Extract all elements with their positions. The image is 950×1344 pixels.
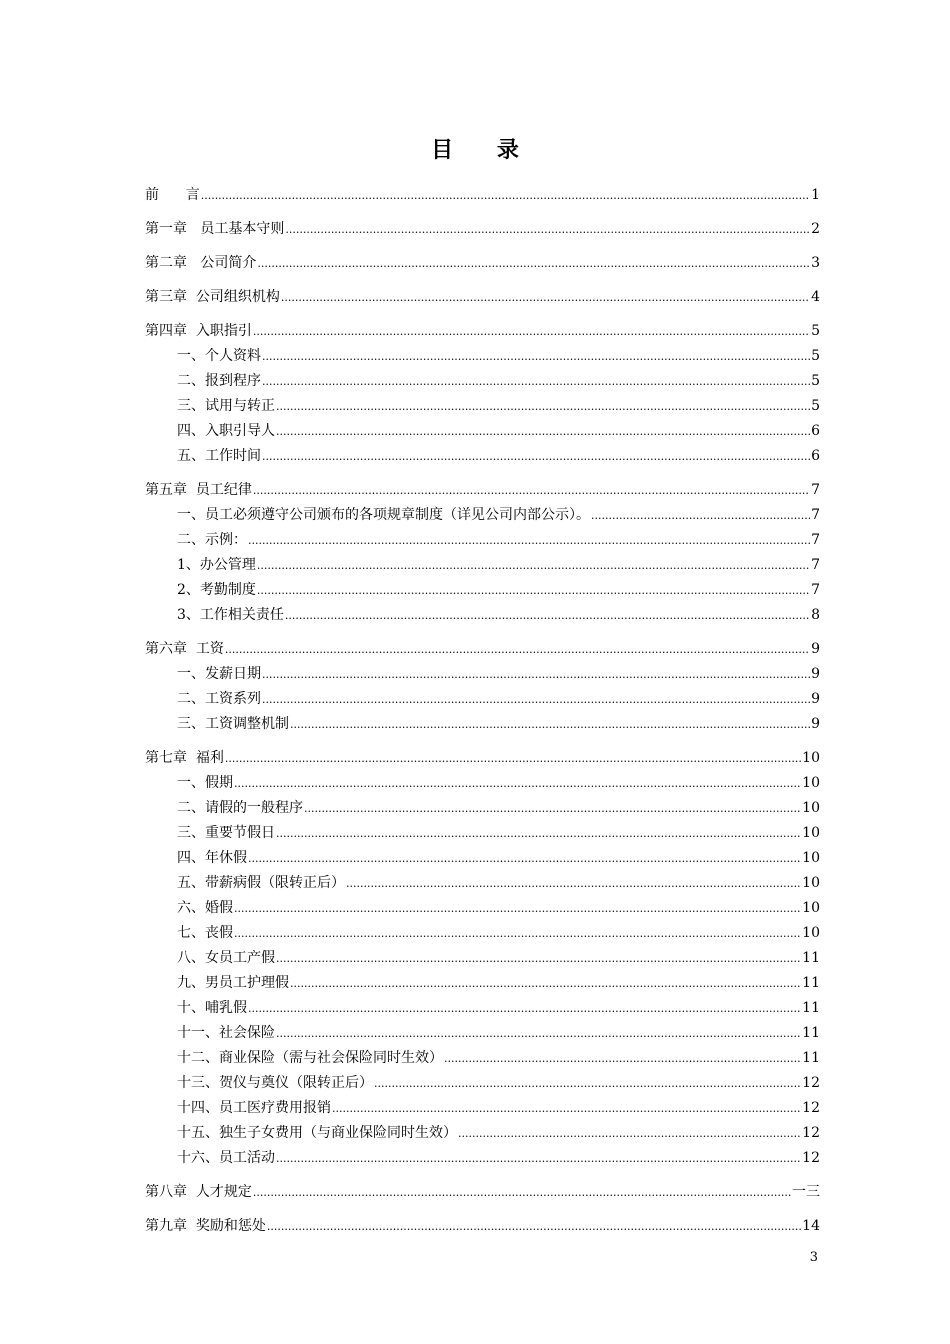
toc-entry-label: 十、哺乳假	[177, 1000, 247, 1016]
toc-entry-page: 11	[802, 1025, 820, 1041]
toc-entry-label: 四、年休假	[177, 850, 247, 866]
toc-section-entry[interactable]	[145, 796, 820, 821]
toc-entry-page: 7	[811, 557, 820, 573]
toc-chapter-entry[interactable]	[145, 637, 820, 662]
toc-section-entry[interactable]	[145, 921, 820, 946]
toc-entry-label: 第一章 员工基本守则	[145, 221, 285, 237]
toc-entry-label: 九、男员工护理假	[177, 975, 289, 991]
toc-entry-page: 3	[811, 255, 820, 271]
toc-entry-label: 3、工作相关责任	[177, 607, 284, 623]
toc-leader-dots	[276, 419, 810, 444]
toc-entry-page: 5	[811, 373, 820, 389]
toc-section-entry[interactable]	[145, 1146, 820, 1171]
toc-leader-dots	[346, 871, 801, 896]
toc-entry-page: 10	[802, 800, 820, 816]
toc-section-entry[interactable]	[145, 846, 820, 871]
toc-section-entry[interactable]	[145, 344, 820, 369]
toc-leader-dots	[248, 528, 810, 553]
toc-entry-label: 二、工资系列	[177, 691, 261, 707]
toc-entry-page: 一三	[792, 1184, 820, 1200]
toc-entry-page: 14	[802, 1218, 820, 1234]
toc-entry-page: 5	[811, 398, 820, 414]
toc-leader-dots	[458, 1121, 801, 1146]
toc-section-entry[interactable]	[145, 444, 820, 469]
toc-leader-dots	[201, 183, 810, 208]
toc-entry-label: 第四章 入职指引	[145, 323, 252, 339]
toc-section-entry[interactable]	[145, 946, 820, 971]
toc-leader-dots	[374, 1071, 801, 1096]
toc-leader-dots	[262, 687, 810, 712]
toc-entry-label: 十三、贺仪与奠仪（限转正后）	[177, 1075, 373, 1091]
toc-section-entry[interactable]	[145, 419, 820, 444]
toc-leader-dots	[248, 846, 801, 871]
toc-entry-label: 前 言	[145, 187, 200, 203]
toc-leader-dots	[276, 1146, 801, 1171]
toc-entry-page: 6	[811, 448, 820, 464]
toc-entry-label: 一、个人资料	[177, 348, 261, 364]
toc-section-entry[interactable]	[145, 369, 820, 394]
toc-entry-label: 十五、独生子女费用（与商业保险同时生效）	[177, 1125, 457, 1141]
toc-entry-page: 7	[811, 507, 820, 523]
toc-leader-dots	[257, 553, 810, 578]
toc-leader-dots	[262, 369, 810, 394]
toc-chapter-entry[interactable]	[145, 217, 820, 242]
toc-chapter-entry[interactable]	[145, 285, 820, 310]
toc-chapter-entry[interactable]	[145, 319, 820, 344]
toc-leader-dots	[290, 971, 801, 996]
toc-section-entry[interactable]	[145, 394, 820, 419]
toc-entry-page: 8	[811, 607, 820, 623]
toc-entry-label: 第七章 福利	[145, 750, 224, 766]
toc-entry-label: 四、入职引导人	[177, 423, 275, 439]
toc-section-entry[interactable]	[145, 1046, 820, 1071]
toc-chapter-entry[interactable]	[145, 183, 820, 208]
toc-leader-dots	[591, 503, 810, 528]
toc-section-entry[interactable]	[145, 687, 820, 712]
toc-section-entry[interactable]	[145, 996, 820, 1021]
toc-leader-dots	[285, 217, 810, 242]
toc-entry-page: 4	[811, 289, 820, 305]
toc-chapter-entry[interactable]	[145, 478, 820, 503]
toc-entry-label: 二、请假的一般程序	[177, 800, 303, 816]
toc-entry-page: 5	[811, 348, 820, 364]
toc-section-entry[interactable]	[145, 771, 820, 796]
toc-section-entry[interactable]	[145, 871, 820, 896]
toc-entry-page: 11	[802, 1050, 820, 1066]
toc-leader-dots	[234, 921, 801, 946]
toc-chapter-entry[interactable]	[145, 1180, 820, 1205]
toc-entry-page: 7	[811, 532, 820, 548]
toc-leader-dots	[304, 796, 801, 821]
toc-entry-label: 三、试用与转正	[177, 398, 275, 414]
toc-entry-label: 十一、社会保险	[177, 1025, 275, 1041]
toc-entry-page: 7	[811, 582, 820, 598]
toc-leader-dots	[281, 285, 810, 310]
toc-section-entry[interactable]	[145, 712, 820, 737]
toc-entry-page: 12	[802, 1075, 820, 1091]
toc-entry-page: 6	[811, 423, 820, 439]
toc-entry-label: 二、示例：	[177, 532, 247, 548]
toc-entry-label: 三、重要节假日	[177, 825, 275, 841]
toc-entry-page: 11	[802, 950, 820, 966]
toc-entry-page: 9	[811, 691, 820, 707]
toc-chapter-entry[interactable]	[145, 1214, 820, 1239]
toc-leader-dots	[253, 319, 810, 344]
toc-entry-label: 1、办公管理	[177, 557, 256, 573]
toc-leader-dots	[234, 896, 801, 921]
toc-entry-label: 五、工作时间	[177, 448, 261, 464]
toc-leader-dots	[262, 444, 810, 469]
toc-entry-label: 一、员工必须遵守公司颁布的各项规章制度（详见公司内部公示）。	[177, 507, 590, 523]
toc-section-entry[interactable]	[145, 662, 820, 687]
toc-entry-label: 第二章 公司简介	[145, 255, 257, 271]
toc-leader-dots	[276, 821, 801, 846]
toc-entry-page: 12	[802, 1100, 820, 1116]
toc-entry-label: 一、发薪日期	[177, 666, 261, 682]
toc-entry-label: 第五章 员工纪律	[145, 482, 252, 498]
toc-leader-dots	[276, 1021, 801, 1046]
toc-entry-label: 五、带薪病假（限转正后）	[177, 875, 345, 891]
toc-leader-dots	[332, 1096, 801, 1121]
toc-leader-dots	[257, 578, 810, 603]
toc-entry-page: 12	[802, 1150, 820, 1166]
toc-section-entry[interactable]	[145, 1096, 820, 1121]
toc-section-entry[interactable]	[145, 503, 820, 528]
toc-entry-page: 10	[802, 750, 820, 766]
toc-entry-page: 2	[811, 221, 820, 237]
toc-entry-page: 10	[802, 925, 820, 941]
toc-section-entry[interactable]	[145, 1021, 820, 1046]
toc-entry-label: 第六章 工资	[145, 641, 224, 657]
toc-section-entry[interactable]	[145, 553, 820, 578]
toc-entry-page: 10	[802, 875, 820, 891]
toc-entry-page: 1	[811, 187, 820, 203]
toc-entry-page: 7	[811, 482, 820, 498]
toc-leader-dots	[290, 712, 810, 737]
toc-leader-dots	[262, 344, 810, 369]
toc-section-entry[interactable]	[145, 603, 820, 628]
toc-section-entry[interactable]	[145, 971, 820, 996]
toc-leader-dots	[257, 251, 810, 276]
toc-entry-label: 六、婚假	[177, 900, 233, 916]
toc-entry-label: 八、女员工产假	[177, 950, 275, 966]
toc-leader-dots	[253, 1180, 791, 1205]
toc-entry-page: 9	[811, 716, 820, 732]
toc-entry-page: 5	[811, 323, 820, 339]
toc-chapter-entry[interactable]	[145, 251, 820, 276]
toc-entry-page: 11	[802, 975, 820, 991]
toc-leader-dots	[248, 996, 801, 1021]
toc-section-entry[interactable]	[145, 528, 820, 553]
toc-title: 目 录	[431, 137, 537, 163]
toc-chapter-entry[interactable]	[145, 746, 820, 771]
toc-entry-page: 9	[811, 666, 820, 682]
toc-entry-label: 第九章 奖励和惩处	[145, 1218, 266, 1234]
toc-leader-dots	[225, 637, 810, 662]
toc-entry-page: 10	[802, 900, 820, 916]
toc-leader-dots	[267, 1214, 801, 1239]
toc-section-entry[interactable]	[145, 821, 820, 846]
toc-entry-label: 十六、员工活动	[177, 1150, 275, 1166]
toc-entry-page: 11	[802, 1000, 820, 1016]
toc-entry-label: 二、报到程序	[177, 373, 261, 389]
toc-section-entry[interactable]	[145, 578, 820, 603]
toc-entry-label: 第八章 人才规定	[145, 1184, 252, 1200]
toc-section-entry[interactable]	[145, 1071, 820, 1096]
toc-entry-label: 2、考勤制度	[177, 582, 256, 598]
toc-entry-label: 十二、商业保险（需与社会保险同时生效）	[177, 1050, 443, 1066]
toc-entry-label: 第三章 公司组织机构	[145, 289, 280, 305]
toc-leader-dots	[276, 946, 801, 971]
toc-leader-dots	[276, 394, 810, 419]
toc-leader-dots	[444, 1046, 801, 1071]
toc-section-entry[interactable]	[145, 896, 820, 921]
table-of-contents	[145, 183, 820, 1239]
toc-entry-page: 10	[802, 775, 820, 791]
toc-entry-page: 12	[802, 1125, 820, 1141]
toc-leader-dots	[234, 771, 801, 796]
toc-leader-dots	[253, 478, 810, 503]
toc-leader-dots	[225, 746, 801, 771]
toc-entry-page: 10	[802, 850, 820, 866]
toc-entry-page: 9	[811, 641, 820, 657]
toc-leader-dots	[285, 603, 810, 628]
toc-entry-label: 一、假期	[177, 775, 233, 791]
toc-section-entry[interactable]	[145, 1121, 820, 1146]
toc-entry-label: 十四、员工医疗费用报销	[177, 1100, 331, 1116]
toc-entry-page: 10	[802, 825, 820, 841]
toc-entry-label: 三、工资调整机制	[177, 716, 289, 732]
page-number: 3	[809, 1250, 818, 1265]
toc-entry-label: 七、丧假	[177, 925, 233, 941]
toc-leader-dots	[262, 662, 810, 687]
